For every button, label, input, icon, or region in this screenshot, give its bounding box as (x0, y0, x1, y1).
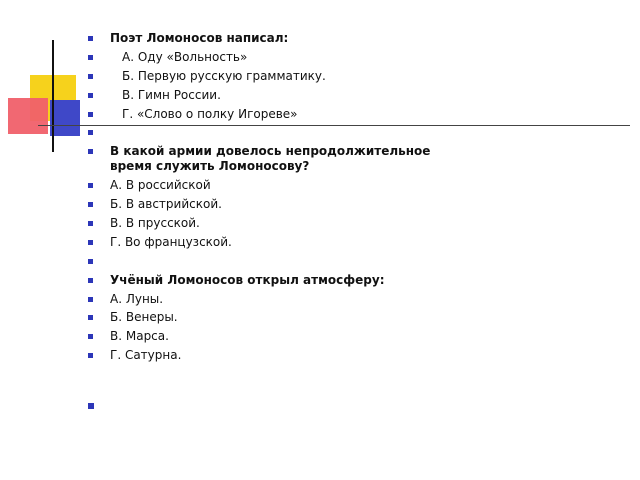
question-2-option-b (88, 197, 628, 212)
question-1-option-b (88, 69, 628, 84)
question-1-title (88, 31, 628, 46)
bullet-icon (88, 403, 94, 409)
empty-bullet (88, 254, 628, 269)
bullet-icon (88, 93, 93, 98)
option-text: Г. Сатурна. (110, 348, 182, 363)
bullet-icon (88, 149, 93, 154)
bullet-icon (88, 221, 93, 226)
question-1-option-a (88, 50, 628, 65)
decor-vertical-line (52, 40, 54, 152)
bullet-icon (88, 297, 93, 302)
option-text: А. Оду «Вольность» (122, 49, 248, 64)
question-3-title (88, 273, 628, 288)
question-3-option-c (88, 329, 628, 344)
option-text: А. В российской (110, 178, 211, 193)
question-2-title (88, 144, 628, 174)
bullet-icon (88, 183, 93, 188)
question-text: Поэт Ломоносов написал: (110, 31, 289, 45)
question-2-option-c (88, 216, 628, 231)
option-text: Б. Венеры. (110, 310, 178, 325)
quiz-list (88, 31, 628, 367)
empty-bullet (88, 125, 628, 140)
bullet-icon (88, 74, 93, 79)
question-1-option-d (88, 107, 628, 122)
option-text: Б. В австрийской. (110, 197, 222, 212)
question-3-option-b (88, 310, 628, 325)
bullet-icon (88, 353, 93, 358)
bullet-icon (88, 240, 93, 245)
decor-red-square (8, 98, 48, 134)
bullet-icon (88, 259, 93, 264)
question-3-option-d (88, 348, 628, 363)
bullet-icon (88, 130, 93, 135)
decor-blue-square (50, 100, 80, 136)
question-3-option-a (88, 292, 628, 307)
bullet-icon (88, 202, 93, 207)
question-text: Учёный Ломоносов открыл атмосферу: (110, 272, 385, 287)
bullet-icon (88, 112, 93, 117)
option-text: Б. Первую русскую грамматику. (122, 68, 326, 83)
question-2-option-d (88, 235, 628, 250)
question-1-option-c (88, 88, 628, 103)
question-text: В какой армии довелось непродолжительное время служить Ломоносову? (110, 144, 431, 174)
bullet-icon (88, 315, 93, 320)
option-text: В. Марса. (110, 329, 169, 344)
option-text: В. В прусской. (110, 216, 200, 231)
option-text: В. Гимн России. (122, 87, 221, 102)
bullet-icon (88, 36, 93, 41)
option-text: Г. «Слово о полку Игореве» (122, 106, 298, 121)
bullet-icon (88, 55, 93, 60)
option-text: Г. Во французской. (110, 234, 232, 249)
option-text: А. Луны. (110, 291, 164, 306)
bullet-icon (88, 278, 93, 283)
question-2-option-a (88, 178, 628, 193)
bullet-icon (88, 334, 93, 339)
